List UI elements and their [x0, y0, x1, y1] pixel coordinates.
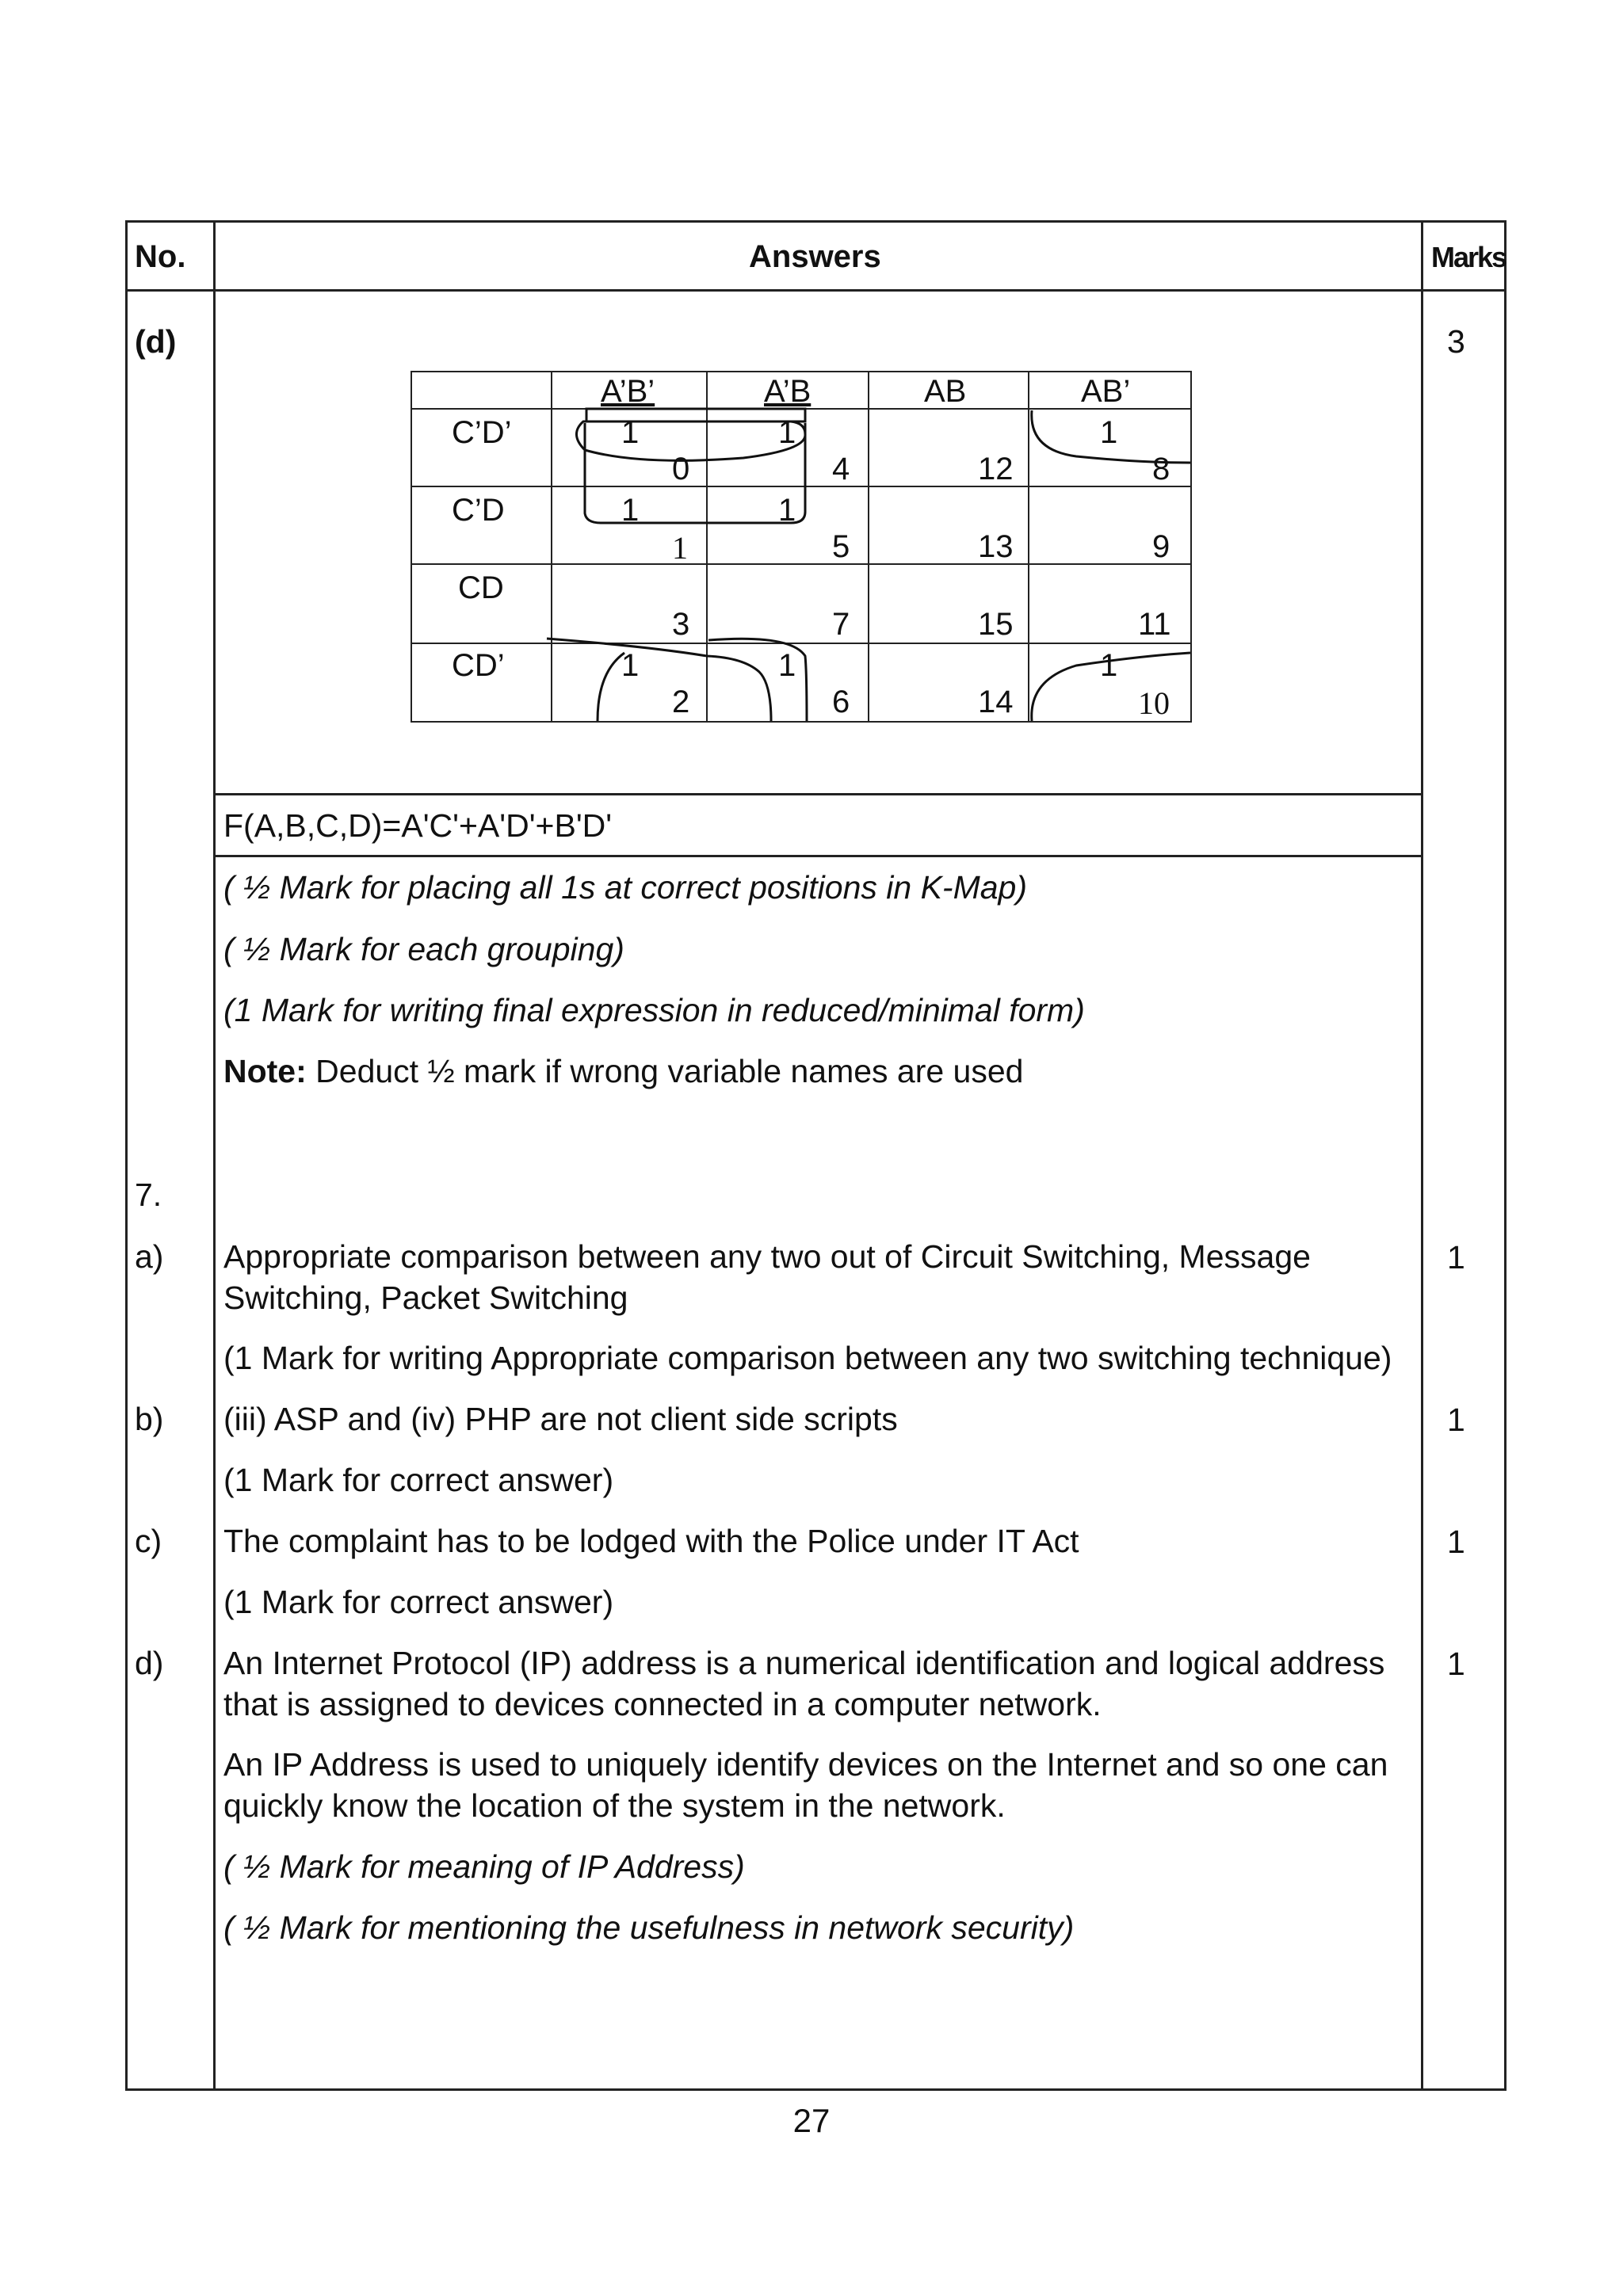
- kmap-cell-index: 8: [1152, 452, 1170, 486]
- note-label: Note:: [223, 1053, 307, 1089]
- kmap-cell-index: 0: [672, 452, 690, 486]
- marking-scheme-line: (1 Mark for writing final expression in reduced/minimal form): [223, 992, 1085, 1028]
- q7d-answer-line: An Internet Protocol (IP) address is a numerical identification and logical address: [223, 1645, 1385, 1681]
- marking-scheme-line: ( ½ Mark for each grouping): [223, 931, 624, 967]
- q7d-answer-line: quickly know the location of the system in the network.: [223, 1787, 1006, 1824]
- kmap-cell-index: 2: [672, 685, 690, 719]
- kmap-cell-index: 5: [832, 529, 850, 564]
- part-d-label: (d): [135, 323, 177, 360]
- kmap-col-header: AB: [924, 374, 967, 409]
- page-number: 27: [792, 2102, 831, 2139]
- kmap-cell-index: 11: [1138, 607, 1171, 642]
- kmap-row-header: C’D’: [452, 415, 512, 450]
- q7a-scheme: (1 Mark for writing Appropriate comparison between any two switching technique): [223, 1340, 1392, 1376]
- kmap-cell-value: 1: [621, 415, 640, 450]
- kmap-cell-value: 1: [778, 648, 796, 683]
- q7d-scheme: ( ½ Mark for meaning of IP Address): [223, 1848, 745, 1885]
- q7d-answer-line: An IP Address is used to uniquely identify devices on the Internet and so one can: [223, 1746, 1388, 1783]
- kmap-col-header: AB’: [1081, 374, 1131, 409]
- q7d-label: d): [135, 1645, 164, 1681]
- kmap-cell-value: 1: [621, 648, 640, 683]
- column-divider: [213, 223, 216, 2088]
- q7b-scheme: (1 Mark for correct answer): [223, 1462, 614, 1498]
- q7c-scheme: (1 Mark for correct answer): [223, 1584, 614, 1620]
- q7a-marks: 1: [1447, 1239, 1465, 1276]
- q7a-label: a): [135, 1238, 164, 1275]
- header-divider: [128, 289, 1504, 292]
- q7c-marks: 1: [1447, 1524, 1465, 1560]
- question-7-label: 7.: [135, 1177, 162, 1213]
- kmap-grid: [411, 371, 1195, 727]
- header-marks: Marks: [1431, 241, 1507, 273]
- kmap-cell-index: 4: [832, 452, 850, 486]
- kmap-cell-index: 15: [978, 607, 1014, 642]
- q7d-marks: 1: [1447, 1646, 1465, 1682]
- kmap-cell-value: 1: [778, 493, 796, 528]
- kmap-col-header: A’B’: [601, 374, 655, 409]
- kmap-cell-index: 13: [978, 529, 1014, 564]
- row-divider: [213, 793, 1421, 795]
- q7b-label: b): [135, 1401, 164, 1437]
- column-divider: [1421, 223, 1423, 2088]
- kmap-cell-index: 9: [1152, 529, 1170, 564]
- q7c-label: c): [135, 1523, 162, 1559]
- q7c-answer: The complaint has to be lodged with the Police under IT Act: [223, 1523, 1079, 1559]
- marking-scheme-line: ( ½ Mark for placing all 1s at correct positions in K-Map): [223, 869, 1027, 906]
- q7b-answer: (iii) ASP and (iv) PHP are not client side scripts: [223, 1401, 898, 1437]
- kmap-cell-index: 1: [672, 530, 688, 566]
- kmap-cell-index: 14: [978, 685, 1014, 719]
- row-divider: [213, 855, 1421, 857]
- note-text: Deduct ½ mark if wrong variable names are used: [306, 1053, 1024, 1089]
- q7a-answer-line: Appropriate comparison between any two out of Circuit Switching, Message: [223, 1238, 1311, 1275]
- header-answers: Answers: [749, 239, 881, 274]
- final-expression: F(A,B,C,D)=A'C'+A'D'+B'D': [223, 807, 613, 844]
- kmap-row-header: CD’: [452, 648, 505, 683]
- q7d-scheme: ( ½ Mark for mentioning the usefulness in network security): [223, 1909, 1075, 1946]
- kmap-cell-value: 1: [778, 415, 796, 450]
- kmap-cell-index: 3: [672, 607, 690, 642]
- q7b-marks: 1: [1447, 1402, 1465, 1438]
- q7a-answer-line: Switching, Packet Switching: [223, 1280, 628, 1316]
- header-no: No.: [135, 239, 186, 274]
- kmap-row-header: C’D: [452, 493, 505, 528]
- kmap-cell-value: 1: [1100, 648, 1118, 683]
- kmap-cell-index: 7: [832, 607, 850, 642]
- kmap-cell-value: 1: [1100, 415, 1118, 450]
- kmap-col-header: A’B: [764, 374, 812, 409]
- kmap-row-header: CD: [458, 570, 504, 605]
- kmap-cell-index: 6: [832, 685, 850, 719]
- part-d-marks: 3: [1447, 323, 1465, 360]
- kmap-cell-index: 12: [978, 452, 1014, 486]
- q7d-answer-line: that is assigned to devices connected in a computer network.: [223, 1686, 1102, 1722]
- group-loop: [576, 421, 805, 460]
- note: [223, 1051, 1023, 1092]
- kmap-cell-index: 10: [1138, 685, 1170, 721]
- kmap-cell-value: 1: [621, 493, 640, 528]
